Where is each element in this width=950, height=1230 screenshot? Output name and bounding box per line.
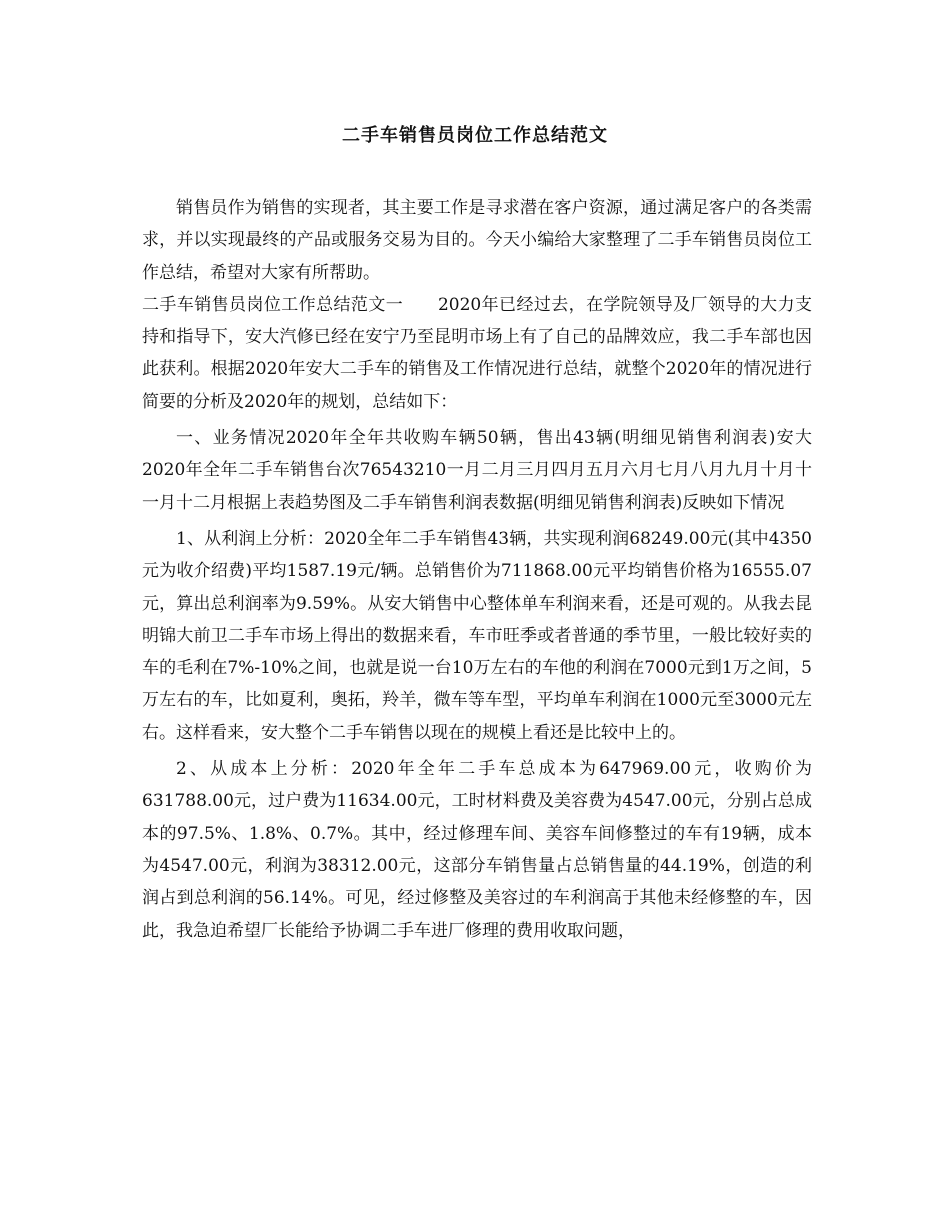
paragraph-business-overview: 一、业务情况2020年全年共收购车辆50辆，售出43辆(明细见销售利润表)安大2020年全年二手车销售台次76543210一月二月三月四月五月六月七月八月九月十月十一月十二月根据上表趋势图及二手车销售利润表数据(明细见销售利润表)反映如下情况 — [142, 428, 812, 513]
paragraph-intro: 销售员作为销售的实现者，其主要工作是寻求潜在客户资源，通过满足客户的各类需求，并以实现最终的产品或服务交易为目的。今天小编给大家整理了二手车销售员岗位工作总结，希望对大家有所帮助。 — [142, 198, 812, 283]
document-body — [142, 192, 812, 947]
paragraph-cost-analysis: 2、从成本上分析：2020年全年二手车总成本为647969.00元，收购价为631788.00元，过户费为11634.00元，工时材料费及美容费为4547.00元，分别占总成本的97.5%、1.8%、0.7%。其中，经过修理车间、美容车间修整过的车有19辆，成本为4547.00元，利润为38312.00元，这部分车销售量占总销售量的44.19%，创造的利润占到总利润的56.14%。可见，经过修整及美容过的车利润高于其他未经修整的车，因此，我急迫希望厂长能给予协调二手车进厂修理的费用收取问题， — [142, 759, 812, 941]
paragraph-profit-analysis: 1、从利润上分析：2020全年二手车销售43辆，共实现利润68249.00元(其中4350元为收介绍费)平均1587.19元/辆。总销售价为711868.00元平均销售价格为16555.07元，算出总利润率为9.59%。从安大销售中心整体单车利润来看，还是可观的。从我去昆明锦大前卫二手车市场上得出的数据来看，车市旺季或者普通的季节里，一般比较好卖的车的毛利在7%-10%之间，也就是说一台10万左右的车他的利润在7000元到1万之间，5万左右的车，比如夏利，奥拓，羚羊，微车等车型，平均单车利润在1000元至3000元左右。这样看来，安大整个二手车销售以现在的规模上看还是比较中上的。 — [142, 528, 812, 743]
paragraph-section-one: 二手车销售员岗位工作总结范文一 2020年已经过去，在学院领导及厂领导的大力支持和指导下，安大汽修已经在安宁乃至昆明市场上有了自己的品牌效应，我二手车部也因此获利。根据2020年安大二手车的销售及工作情况进行总结，就整个2020年的情况进行简要的分析及2020年的规划，总结如下： — [142, 294, 812, 412]
document-title: 二手车销售员岗位工作总结范文 — [342, 125, 608, 146]
